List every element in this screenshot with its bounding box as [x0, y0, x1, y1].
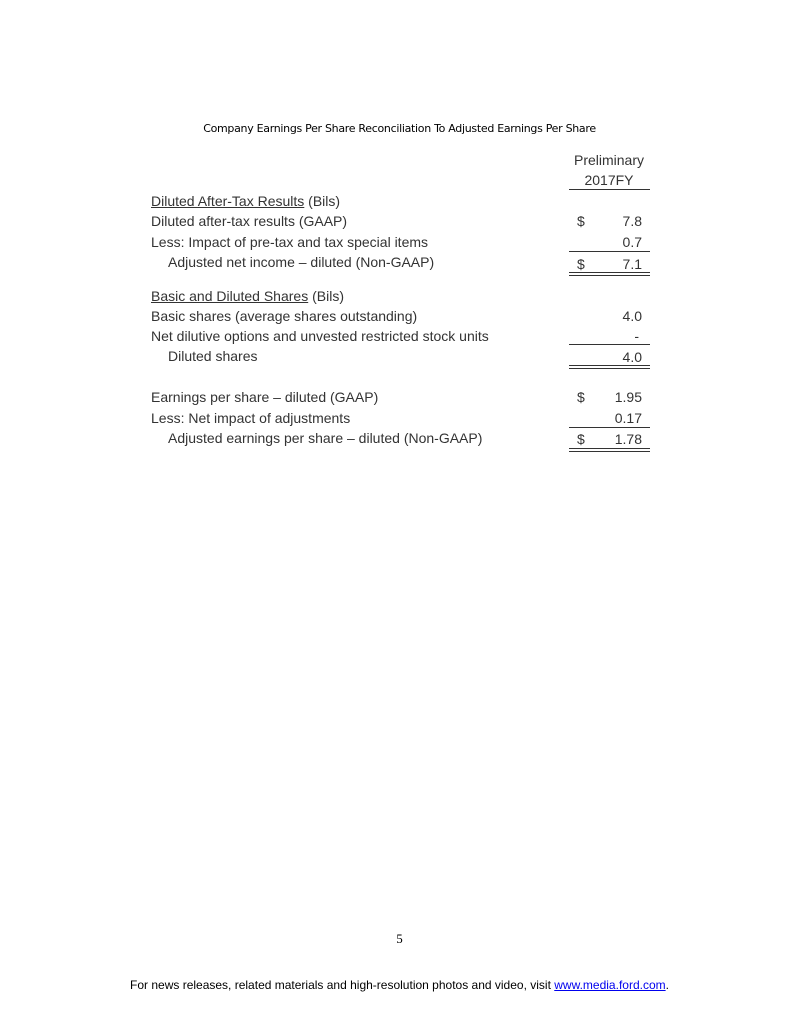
table-row-value: 1.78	[614, 431, 642, 447]
table-row-value: 4.0	[622, 308, 642, 324]
footer-suffix: .	[665, 978, 669, 992]
section1-heading	[151, 192, 340, 210]
subtotal-line	[569, 427, 650, 428]
table-row-value: 7.8	[622, 213, 642, 229]
footer-text: For news releases, related materials and high-resolution photos and video, visit	[130, 978, 555, 992]
table-row-value: 7.1	[622, 256, 642, 272]
table-row-value: 1.95	[614, 389, 642, 405]
table-row-label: Basic shares (average shares outstanding)	[151, 308, 418, 324]
table-row-label: Less: Impact of pre-tax and tax special items	[151, 234, 429, 250]
subtotal-line	[569, 344, 650, 345]
table-row-value: -	[634, 328, 639, 344]
table-row-label: Diluted shares	[168, 348, 258, 364]
header-underline	[569, 189, 650, 190]
table-row-label: Earnings per share – diluted (GAAP)	[151, 389, 379, 405]
section2-heading-suffix: (Bils)	[308, 288, 344, 304]
total-double-line-bottom	[569, 451, 650, 452]
table-row-label: Adjusted earnings per share – diluted (Non-GAAP)	[168, 430, 483, 446]
table-row-label: Net dilutive options and unvested restricted stock units	[151, 328, 489, 344]
column-header-line2: 2017FY	[584, 172, 634, 188]
total-double-line-top	[569, 365, 650, 366]
section2-heading	[151, 287, 344, 305]
total-double-line-bottom	[569, 368, 650, 369]
table-row-label: Less: Net impact of adjustments	[151, 410, 351, 426]
page-title: Company Earnings Per Share Reconciliation To Adjusted Earnings Per Share	[203, 122, 596, 135]
total-double-line-top	[569, 272, 650, 273]
table-row-value: 4.0	[622, 349, 642, 365]
dollar-sign: $	[577, 431, 585, 447]
page-number: 5	[396, 931, 403, 946]
table-row-value: 0.7	[622, 234, 642, 250]
column-header-line1: Preliminary	[573, 152, 644, 168]
total-double-line-top	[569, 448, 650, 449]
dollar-sign: $	[577, 256, 585, 272]
section1-heading-suffix: (Bils)	[304, 193, 341, 209]
section1-heading-text: Diluted After-Tax Results	[151, 193, 305, 209]
table-row-label: Diluted after-tax results (GAAP)	[151, 213, 348, 229]
media-site-link[interactable]: www.media.ford.com	[554, 978, 666, 992]
table-row-label: Adjusted net income – diluted (Non-GAAP)	[168, 254, 435, 270]
subtotal-line	[569, 251, 650, 252]
dollar-sign: $	[577, 389, 585, 405]
dollar-sign: $	[577, 213, 585, 229]
table-row-value: 0.17	[614, 410, 642, 426]
footer	[0, 978, 799, 992]
total-double-line-bottom	[569, 275, 650, 276]
section2-heading-text: Basic and Diluted Shares	[151, 288, 309, 304]
